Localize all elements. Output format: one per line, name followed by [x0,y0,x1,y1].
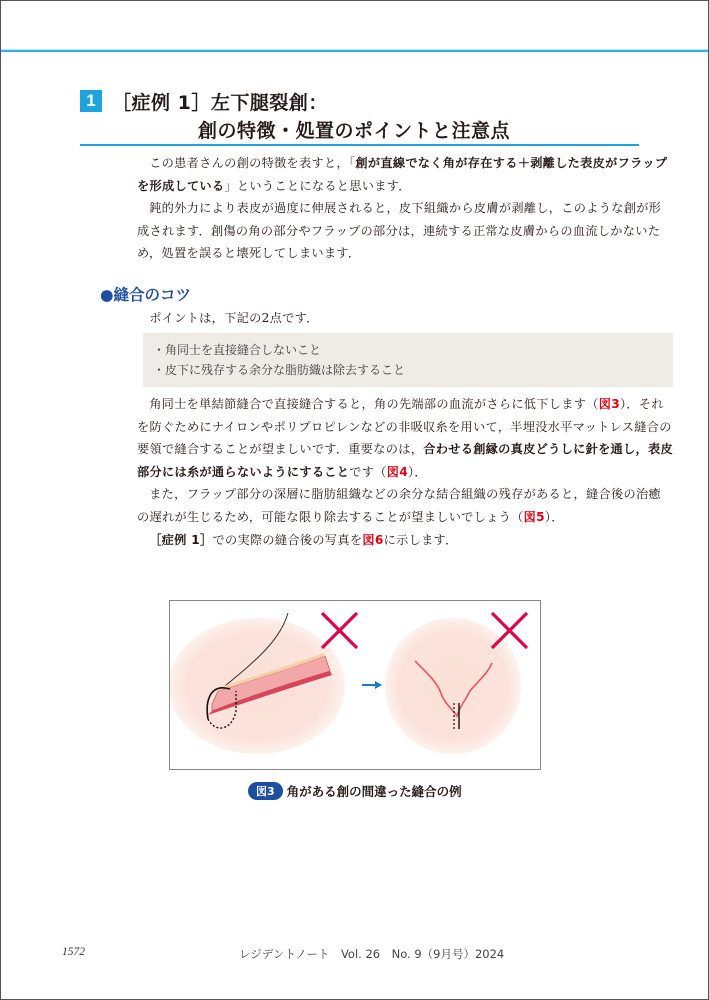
section-number: 1 [80,90,102,112]
figure-3 [169,600,541,770]
intro-paragraph-1: この患者さんの創の特徴を表すと，「創が直線でなく角が存在する＋剥離した表皮がフラップを形成している」ということになると思います． [137,156,668,193]
tips-paragraph-1: 角同士を単結節縫合で直接縫合すると，角の先端部の血流がさらに低下します（図3）．それを防ぐためにナイロンやポリプロピレンなどの非吸収糸を用いて，半埋没水平マットレス縫合の要領で縫合することが望ましいです．重要なのは，合わせる創縁の真皮どうしに針を通し，表皮部分には糸が通らないようにすることです（図4）． [137,397,673,479]
header-rule [1,50,708,52]
key-point: ・角同士を直接縫合しないこと [153,343,322,357]
key-point: ・皮下に残存する余分な脂肪織は除去すること [153,363,406,377]
section-title-line1: ［症例 1］左下腿裂創： [112,92,328,114]
figure-ref-5[interactable]: 図5 [523,509,545,524]
figure-badge: 図3 [248,782,283,800]
figure-ref-3[interactable]: 図3 [598,397,621,411]
points-lead: ポイントは，下記の2点です． [149,311,319,325]
suture-tips-text [137,393,673,551]
intro-paragraph-2: 鈍的外力により表皮が過度に伸展されると，皮下組織から皮膚が剥離し，このような創が形成されます．創傷の角の部分やフラップの部分は，連続する正常な皮膚からの血流しかないため，処置を誤ると壊死してしまいます． [137,201,662,261]
journal-info: レジデントノート Vol. 26 No. 9（9月号）2024 [239,947,505,961]
arrow-right-icon [362,681,382,689]
figure-3-illustration [170,601,540,769]
key-points-box [143,333,673,387]
suture-tips-heading: ●縫合のコツ [100,286,192,304]
wrong-cross-icon [492,613,527,648]
intro-text [137,152,673,265]
figure-ref-4[interactable]: 図4 [386,464,409,479]
figure-ref-6[interactable]: 図6 [362,532,384,547]
tips-paragraph-2: また，フラップ部分の深層に脂肪組織などの余分な結合組織の残存があると，縫合後の治癒の遅れが生じるため，可能な限り除去することが望ましいでしょう（図5）． [137,487,661,524]
heading-underline [80,144,639,146]
wrong-cross-icon [322,613,357,648]
figure-caption-text: 角がある創の間違った縫合の例 [286,783,462,799]
section-title-line2: 創の特徴・処置のポイントと注意点 [198,120,511,142]
page-number: 1572 [62,946,85,958]
figure-caption [248,780,462,800]
tips-paragraph-3: ［症例 1］での実際の縫合後の写真を図6に示します． [149,532,458,547]
